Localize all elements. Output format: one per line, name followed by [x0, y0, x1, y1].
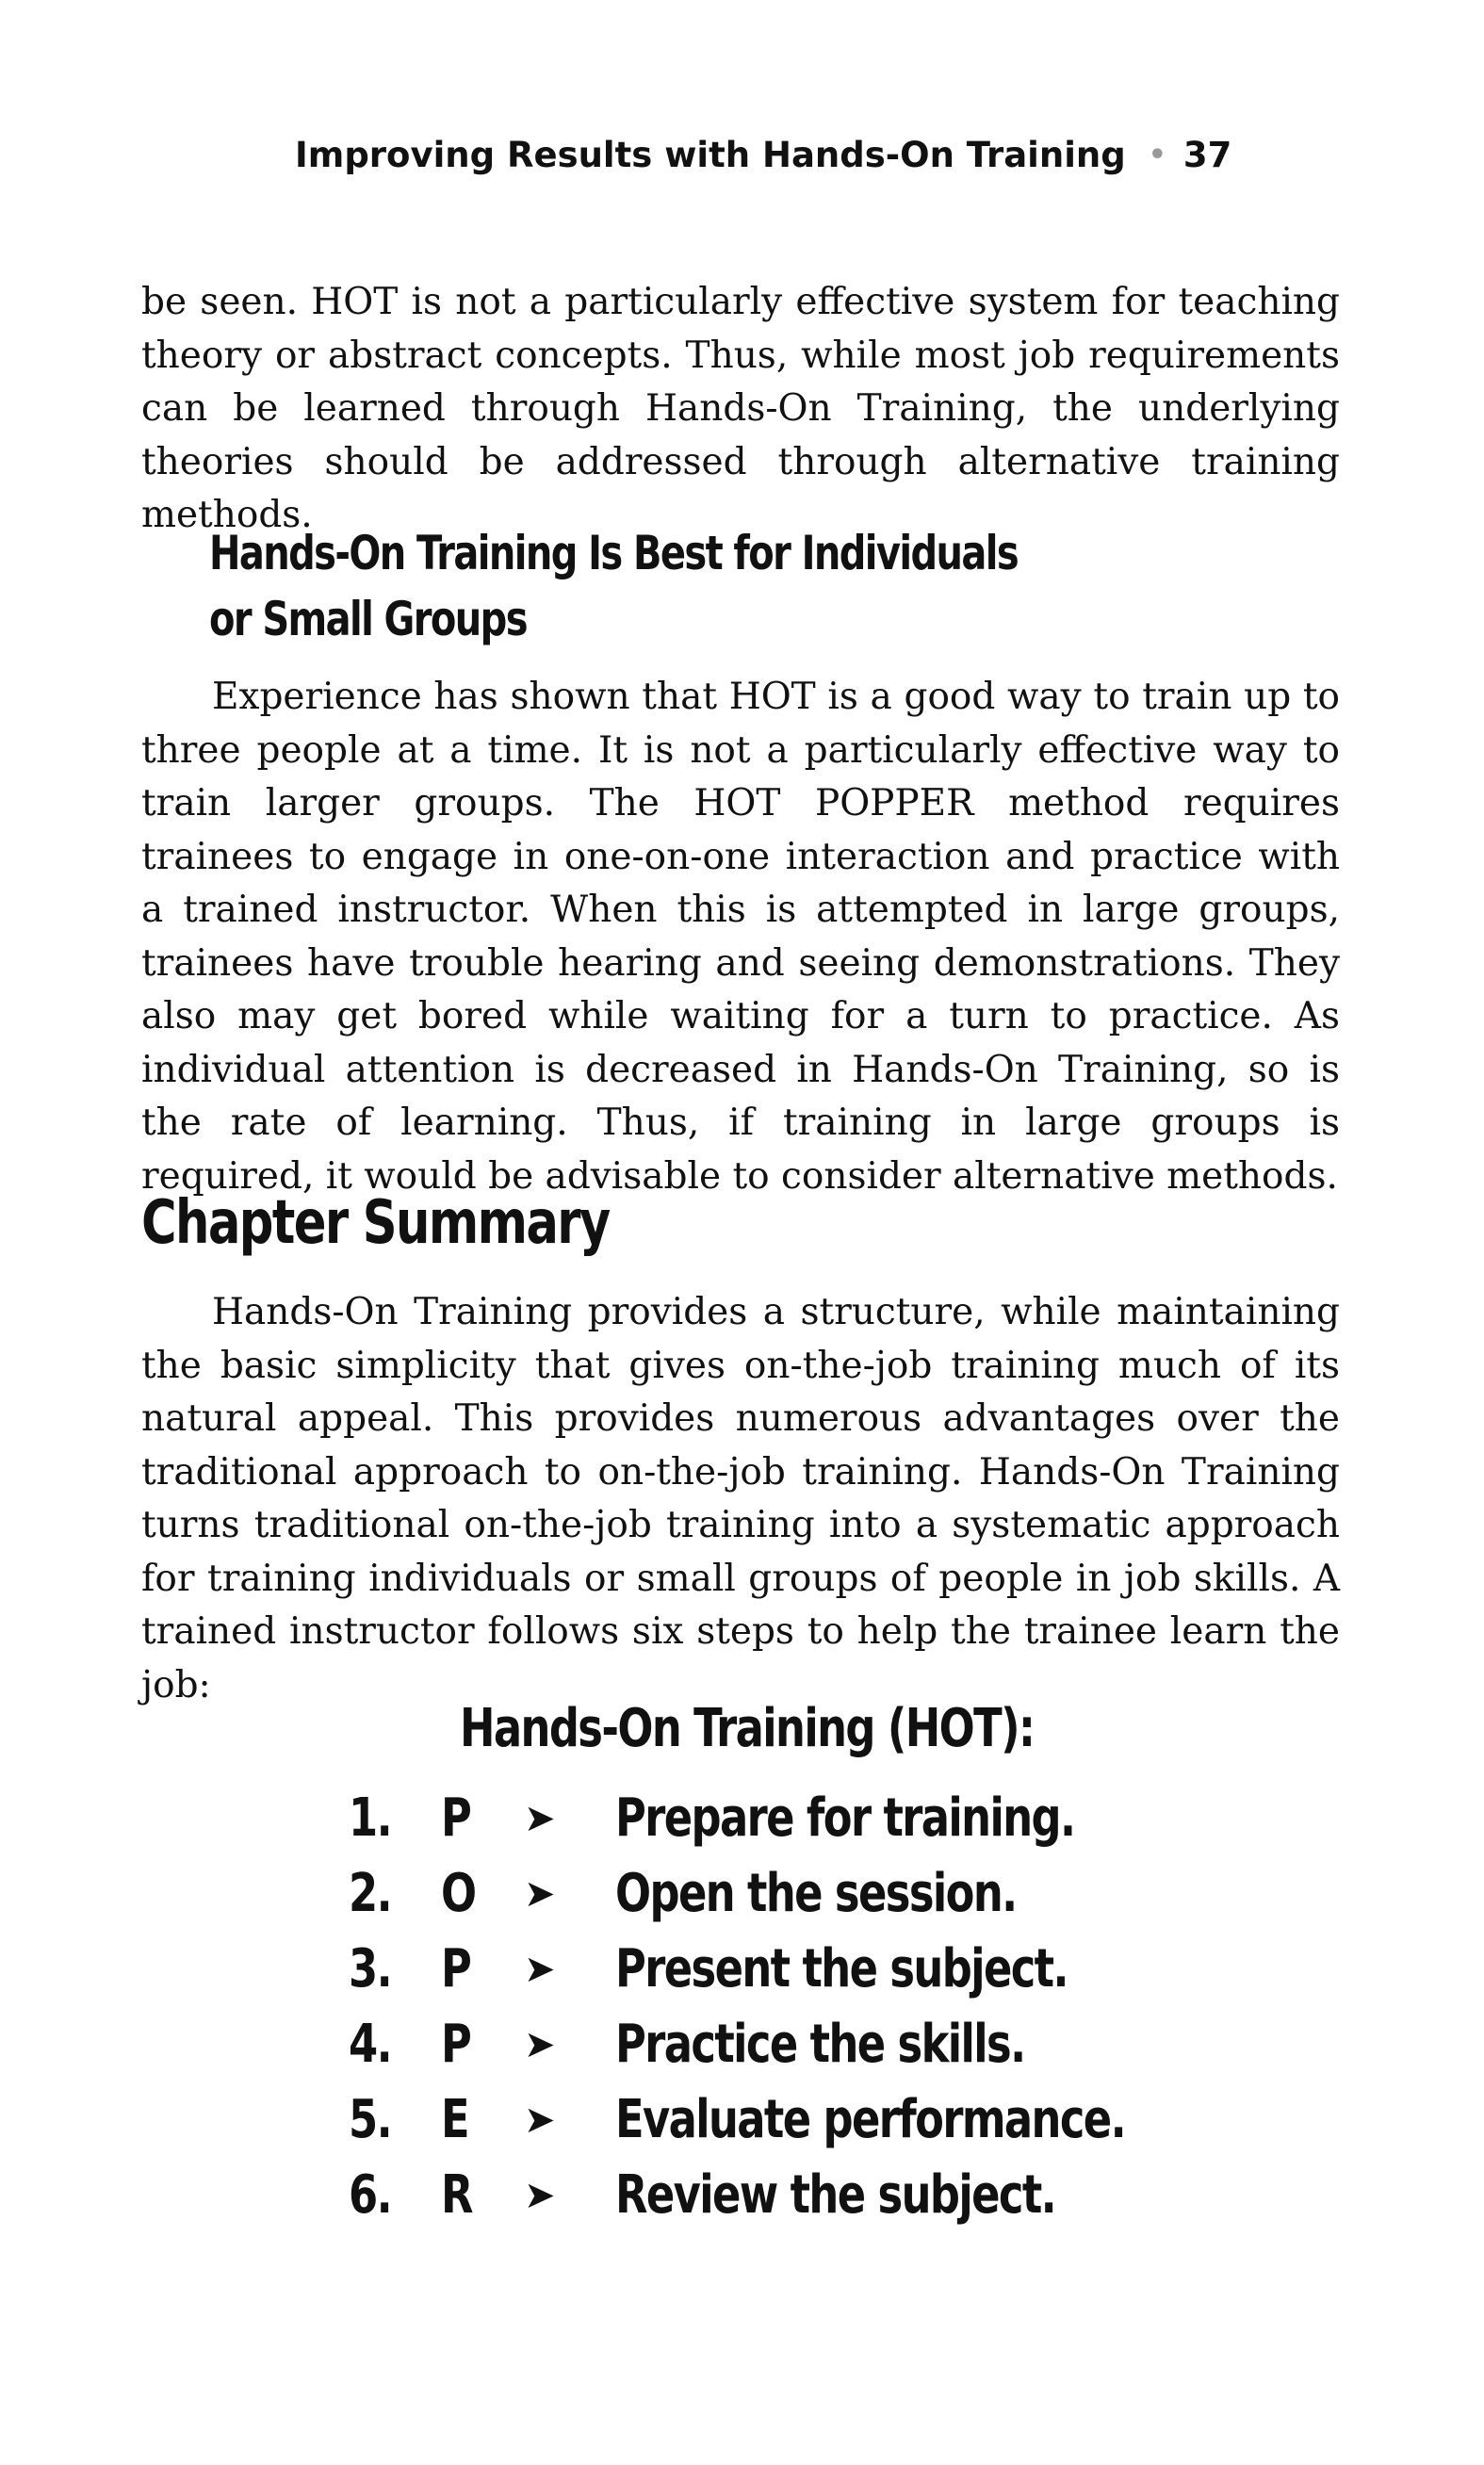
step-letter: O	[441, 1863, 478, 1924]
step-text: Prepare for training.	[615, 1788, 1075, 1849]
step-number: 3.	[349, 1938, 391, 2000]
step-number: 1.	[349, 1788, 391, 1849]
step-text: Evaluate performance.	[615, 2089, 1125, 2150]
step-number: 5.	[349, 2089, 391, 2150]
arrow-bullet-icon: ➤	[524, 2023, 556, 2066]
hot-steps-list	[349, 1786, 1197, 2238]
hot-step-item	[349, 2163, 1197, 2238]
arrow-bullet-icon: ➤	[524, 2098, 556, 2142]
arrow-bullet-icon: ➤	[524, 1797, 556, 1840]
hot-list-title: Hands-On Training (HOT):	[460, 1698, 1035, 1759]
hot-step-item	[349, 1861, 1197, 1936]
section-paragraph: Experience has shown that HOT is a good way to train up to three people at a time. It is not a particularly effective way to train larger groups. The HOT POPPER method requires trainees to engage in one-on-one interaction and practice with a trained instructor. When this is attempted in large groups, trainees have trouble hearing and seeing demonstrations. They also may get bored while waiting for a turn to practice. As individual attention is decreased in Hands-On Training, so is the rate of learning. Thus, if training in large groups is required, it would be advisable to consider alternative methods.	[141, 676, 1340, 1198]
step-letter: E	[441, 2089, 470, 2150]
step-number: 2.	[349, 1863, 391, 1924]
chapter-summary-paragraph: Hands-On Training provides a structure, while maintaining the basic simplicity that gives on-the-job training much of its natural appeal. This provides numerous advantages over the traditional approach to on-the-job training. Hands-On Training turns traditional on-the-job training into a systematic approach for training individuals or small groups of people in job skills. A trained instructor follows six steps to help the trainee learn the job:	[141, 1291, 1340, 1706]
step-text: Present the subject.	[615, 1938, 1068, 2000]
step-text: Open the session.	[615, 1863, 1017, 1924]
arrow-bullet-icon: ➤	[524, 1872, 556, 1916]
step-text: Practice the skills.	[615, 2014, 1025, 2075]
hot-step-item	[349, 2012, 1197, 2087]
header-separator-dot: •	[1148, 139, 1166, 171]
step-number: 6.	[349, 2164, 391, 2226]
step-letter: P	[441, 1788, 472, 1849]
section-heading: Hands-On Training Is Best for Individuals or Small Groups	[209, 526, 1019, 646]
step-text: Review the subject.	[615, 2164, 1056, 2226]
arrow-bullet-icon: ➤	[524, 1948, 556, 1991]
hot-step-item	[349, 1786, 1197, 1861]
page-number: 37	[1182, 135, 1232, 175]
chapter-summary-heading: Chapter Summary	[141, 1188, 610, 1258]
running-title: Improving Results with Hands-On Training	[295, 135, 1126, 175]
running-header	[295, 132, 1232, 182]
hot-step-item	[349, 2087, 1197, 2163]
step-letter: P	[441, 1938, 472, 2000]
step-letter: P	[441, 2014, 472, 2075]
arrow-bullet-icon: ➤	[524, 2174, 556, 2217]
step-letter: R	[441, 2164, 474, 2226]
step-number: 4.	[349, 2014, 391, 2075]
hot-step-item	[349, 1936, 1197, 2012]
intro-paragraph: be seen. HOT is not a particularly effective system for teaching theory or abstract concepts. Thus, while most job requirements can be learned through Hands-On Training, the underlying theories should be addressed through alternative training methods.	[141, 281, 1340, 536]
